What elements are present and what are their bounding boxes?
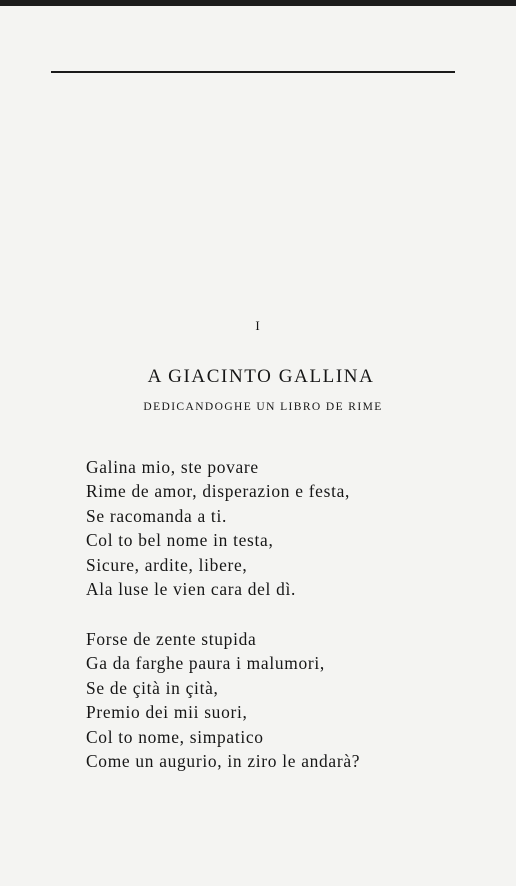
verse-line: Col to bel nome in testa, <box>86 530 274 551</box>
verse-line: Forse de zente stupida <box>86 629 257 649</box>
verse-line: Col to nome, simpatico <box>86 726 264 747</box>
verse-line: Se racomanda a ti. <box>86 505 228 526</box>
verse-line: Ala luse le vien cara del dì. <box>86 579 297 600</box>
header-rule <box>51 71 455 73</box>
section-number: I <box>255 318 261 333</box>
stanza <box>86 455 466 601</box>
poem-subtitle: DEDICANDOGHE UN LIBRO DE RIME <box>143 401 383 413</box>
verse-line: Galina mio, ste povare <box>86 457 259 477</box>
verse-line: Come un augurio, in ziro le andarà? <box>86 751 361 772</box>
page-top-edge <box>0 0 516 6</box>
verse-line: Se de çità in çità, <box>86 677 219 698</box>
poem-title: A GIACINTO GALLINA <box>147 366 375 387</box>
verse-line: Premio dei mii suori, <box>86 702 248 723</box>
verse-line: Ga da farghe paura i malumori, <box>86 653 325 674</box>
stanza <box>86 627 466 773</box>
verse-line: Sicure, ardite, libere, <box>86 554 248 575</box>
verse-line: Rime de amor, disperazion e festa, <box>86 481 351 502</box>
